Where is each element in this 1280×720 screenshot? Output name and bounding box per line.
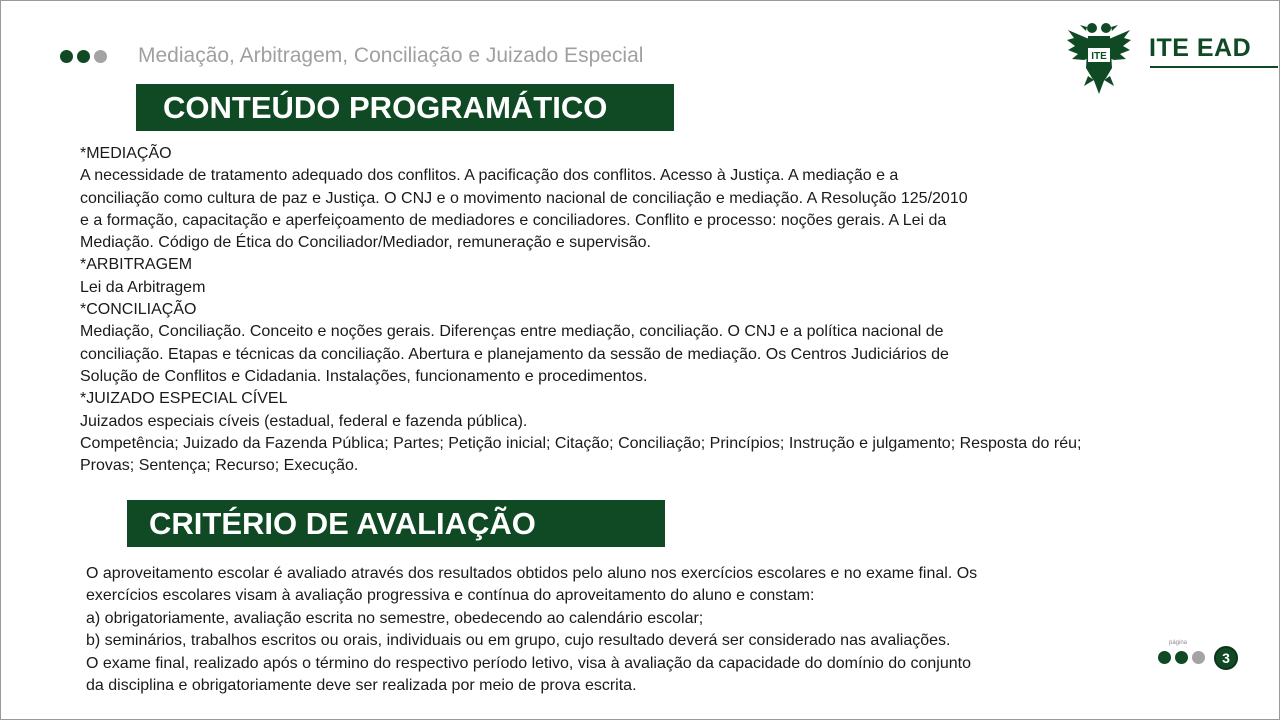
brand-name: ITE EAD [1149,34,1252,62]
criteria-line: a) obrigatoriamente, avaliação escrita no semestre, obedecendo ao calendário escolar; [86,609,704,627]
dot-icon [60,50,73,63]
eagle-crest-icon [1066,20,1132,94]
content-line: Lei da Arbitragem [80,278,206,296]
dot-icon [1158,651,1171,664]
criteria-line: O aproveitamento escolar é avaliado através dos resultados obtidos pelo aluno nos exercícios escolares e no exame final. Os [86,565,978,582]
dot-icon [94,50,107,63]
content-line: Mediação, Conciliação. Conceito e noções gerais. Diferenças entre mediação, conciliação. O CNJ e a política nacional de [80,323,944,341]
content-line: *MEDIAÇÃO [80,145,172,162]
content-line: Solução de Conflitos e Cidadania. Instalações, funcionamento e procedimentos. [80,367,648,385]
content-line: Competência; Juizado da Fazenda Pública; Partes; Petição inicial; Citação; Conciliação; Princípios; Instrução e julgamento; Resposta do réu; [80,434,1082,452]
content-line: conciliação como cultura de paz e Justiça. O CNJ e o movimento nacional de conciliação e mediação. A Resolução 125/2010 [80,189,968,207]
criteria-line: exercícios escolares visam à avaliação progressiva e contínua do aproveitamento do aluno e constam: [86,587,815,605]
criteria-line: da disciplina e obrigatoriamente deve ser realizada por meio de prova escrita. [86,677,637,695]
brand-underline [1150,66,1278,68]
content-line: *JUIZADO ESPECIAL CÍVEL [80,390,288,408]
conteudo-programatico-body [80,143,1260,477]
dot-icon [77,50,90,63]
criteria-line: b) seminários, trabalhos escritos ou orais, individuais ou em grupo, cujo resultado deverá ser considerado nas avaliações. [86,632,951,650]
content-line: Provas; Sentença; Recurso; Execução. [80,457,359,475]
content-line: Mediação. Código de Ética do Conciliador/Mediador, remuneração e supervisão. [80,234,651,252]
logo-text: ITE [1091,51,1107,62]
dot-icon [1175,651,1188,664]
content-line: e a formação, capacitação e aperfeiçoamento de mediadores e conciliadores. Conflito e processo: noções gerais. A Lei da [80,211,947,229]
content-line: Juizados especiais cíveis (estadual, federal e fazenda pública). [80,412,528,430]
criteria-line: O exame final, realizado após o término do respectivo período letivo, visa à avaliação da capacidade do domínio do conjunto [86,654,971,672]
section-title-criterio: CRITÉRIO DE AVALIAÇÃO [127,500,665,547]
content-line: conciliação. Etapas e técnicas da conciliação. Abertura e planejamento da sessão de mediação. Os Centros Judiciários de [80,345,949,363]
course-subject: Mediação, Arbitragem, Conciliação e Juizado Especial [138,44,644,67]
section-title-conteudo: CONTEÚDO PROGRAMÁTICO [136,84,674,131]
page-label: página [1169,640,1188,646]
content-line: *CONCILIAÇÃO [80,301,197,319]
header-dots [60,50,107,63]
content-line: A necessidade de tratamento adequado dos conflitos. A pacificação dos conflitos. Acesso à Justiça. A mediação e a [80,167,899,185]
criterio-avaliacao-body [86,563,1126,697]
page-number: 3 [1214,646,1238,670]
dot-icon [1192,651,1205,664]
footer-dots [1158,651,1205,664]
content-line: *ARBITRAGEM [80,256,193,274]
